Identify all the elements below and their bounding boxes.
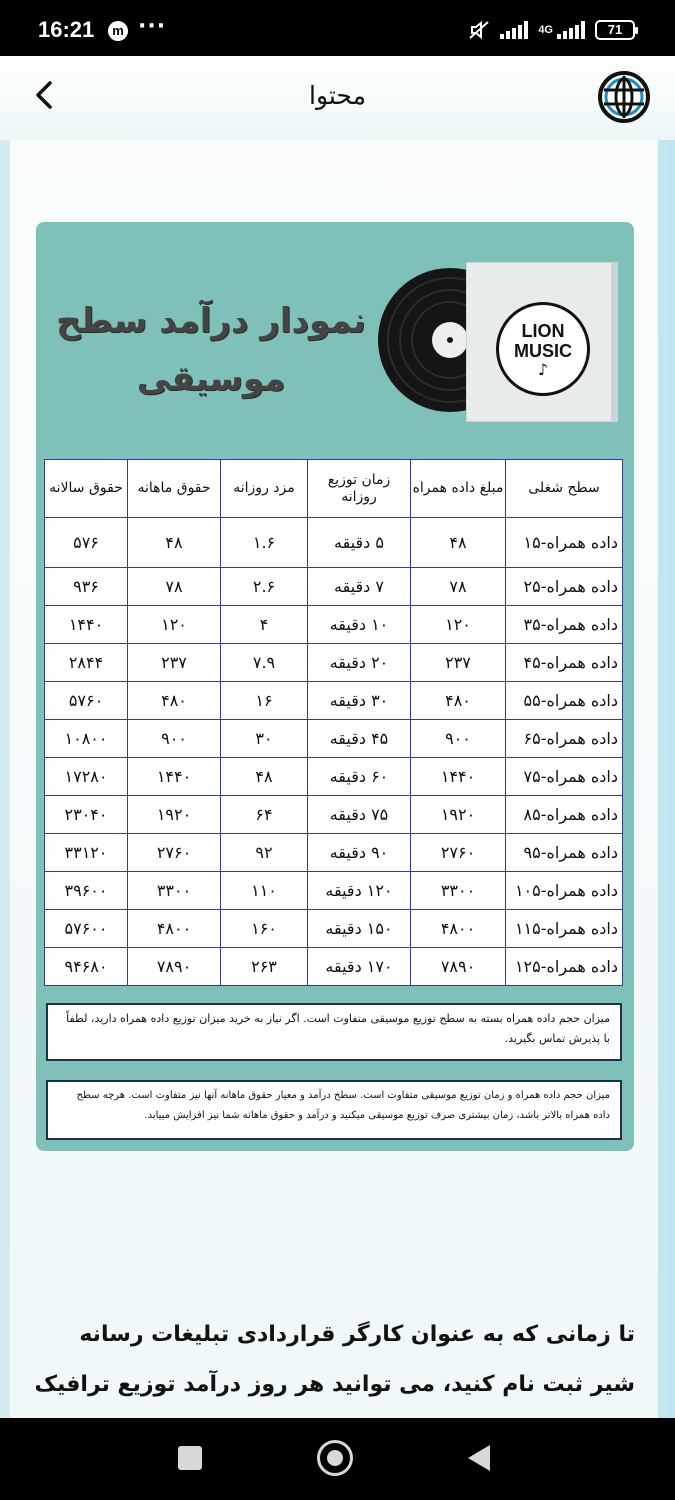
- app-notification-icon: m: [108, 21, 128, 41]
- table-cell: ۶۰ دقیقه: [308, 758, 411, 796]
- table-cell: داده همراه-۸۵: [506, 796, 623, 834]
- table-cell: ۱۰۸۰۰: [45, 720, 128, 758]
- table-cell: ۴۵ دقیقه: [308, 720, 411, 758]
- app-header: [0, 56, 675, 140]
- table-row: [45, 948, 623, 986]
- table-cell: داده همراه-۴۵: [506, 644, 623, 682]
- table-cell: داده همراه-۶۵: [506, 720, 623, 758]
- table-cell: ۶۴: [221, 796, 308, 834]
- logo-line-1: LION: [521, 321, 565, 341]
- table-row: [45, 644, 623, 682]
- table-header-row: [45, 460, 623, 518]
- table-row: [45, 606, 623, 644]
- table-cell: ۳۳۰۰: [128, 872, 221, 910]
- col-header: حقوق سالانه: [45, 460, 128, 518]
- income-table: [44, 459, 623, 986]
- mute-icon: [468, 20, 490, 40]
- table-cell: ۱۶: [221, 682, 308, 720]
- table-cell: ۳۹۶۰۰: [45, 872, 128, 910]
- table-cell: ۱۴۴۰: [411, 758, 506, 796]
- table-cell: داده همراه-۹۵: [506, 834, 623, 872]
- table-row: [45, 720, 623, 758]
- table-cell: ۴: [221, 606, 308, 644]
- back-triangle-icon[interactable]: [468, 1445, 490, 1471]
- table-cell: ۳۳۰۰: [411, 872, 506, 910]
- logo-line-2: MUSIC: [514, 341, 572, 361]
- table-cell: ۱۹۲۰: [411, 796, 506, 834]
- table-cell: داده همراه-۷۵: [506, 758, 623, 796]
- col-header: مزد روزانه: [221, 460, 308, 518]
- table-row: [45, 796, 623, 834]
- table-cell: ۷۸۹۰: [128, 948, 221, 986]
- table-row: [45, 518, 623, 568]
- table-cell: ۹۰ دقیقه: [308, 834, 411, 872]
- table-cell: ۵۷۶۰۰: [45, 910, 128, 948]
- table-cell: داده همراه-۱۲۵: [506, 948, 623, 986]
- note-box-1: میزان حجم داده همراه بسته به سطح توزیع موسیقی متفاوت است. اگر نیاز به خرید میزان توزیع داده همراه دارید، لطفاً با پذیرش تماس بگیرید.: [46, 1003, 622, 1061]
- table-cell: ۱۶۰: [221, 910, 308, 948]
- table-cell: ۱۱۰: [221, 872, 308, 910]
- table-cell: ۴۸۰: [128, 682, 221, 720]
- table-cell: داده همراه-۱۰۵: [506, 872, 623, 910]
- table-cell: ۱۰ دقیقه: [308, 606, 411, 644]
- music-note-icon: ♪: [537, 360, 549, 379]
- recent-apps-icon[interactable]: [178, 1446, 202, 1470]
- music-income-infographic: [36, 222, 634, 1151]
- table-cell: ۱۹۲۰: [128, 796, 221, 834]
- table-row: [45, 568, 623, 606]
- table-cell: ۲۷۶۰: [128, 834, 221, 872]
- table-cell: ۱۵۰ دقیقه: [308, 910, 411, 948]
- table-cell: ۷۵ دقیقه: [308, 796, 411, 834]
- table-cell: ۲۷۶۰: [411, 834, 506, 872]
- infographic-title: نمودار درآمد سطح موسیقی: [56, 301, 366, 399]
- table-cell: داده همراه-۵۵: [506, 682, 623, 720]
- signal-icon-2: [557, 21, 585, 39]
- table-cell: ۱۲۰: [128, 606, 221, 644]
- table-cell: ۴۸۰: [411, 682, 506, 720]
- table-cell: ۱۴۴۰: [128, 758, 221, 796]
- table-cell: ۲۸۴۴: [45, 644, 128, 682]
- table-cell: ۳۳۱۲۰: [45, 834, 128, 872]
- network-type: 4G: [538, 24, 553, 36]
- table-cell: ۱۷۲۸۰: [45, 758, 128, 796]
- table-cell: ۱.۶: [221, 518, 308, 568]
- table-cell: ۴۸: [128, 518, 221, 568]
- clock: 16:21: [38, 17, 95, 42]
- globe-logo-icon[interactable]: [597, 70, 651, 124]
- table-row: [45, 682, 623, 720]
- table-cell: داده همراه-۳۵: [506, 606, 623, 644]
- battery-icon: 71: [595, 20, 635, 40]
- table-cell: ۳۰ دقیقه: [308, 682, 411, 720]
- table-cell: ۳۰: [221, 720, 308, 758]
- table-cell: ۲۶۳: [221, 948, 308, 986]
- note-box-2: میزان حجم داده همراه و زمان توزیع موسیقی متفاوت است. سطح درآمد و معیار حقوق ماهانه آنها نیز متفاوت است. هرچه سطح داده همراه بالاتر باشد، زمان بیشتری صرف توزیع موسیقی میکنید و درآمد و حقوق ماهانه شما نیز افزایش مییابد.: [46, 1080, 622, 1140]
- table-cell: ۵۷۶۰: [45, 682, 128, 720]
- more-notifications-icon: ···: [138, 14, 167, 39]
- article-paragraph: تا زمانی که به عنوان کارگر قراردادی تبلیغات رسانه شیر ثبت نام کنید، می توانید هر روز درآمد توزیع ترافیک: [34, 1322, 635, 1397]
- table-cell: ۱۲۰ دقیقه: [308, 872, 411, 910]
- table-cell: ۲.۶: [221, 568, 308, 606]
- table-cell: ۷۸: [411, 568, 506, 606]
- table-cell: ۷.۹: [221, 644, 308, 682]
- table-cell: ۷ دقیقه: [308, 568, 411, 606]
- table-cell: ۲۳۰۴۰: [45, 796, 128, 834]
- table-cell: ۹۰۰: [411, 720, 506, 758]
- table-cell: داده همراه-۲۵: [506, 568, 623, 606]
- table-row: [45, 834, 623, 872]
- table-cell: ۹۴۶۸۰: [45, 948, 128, 986]
- table-cell: ۲۳۷: [411, 644, 506, 682]
- table-row: [45, 872, 623, 910]
- table-cell: ۷۸۹۰: [411, 948, 506, 986]
- table-cell: ۴۸۰۰: [128, 910, 221, 948]
- col-header: مبلغ داده همراه: [411, 460, 506, 518]
- table-cell: ۱۲۰: [411, 606, 506, 644]
- table-cell: ۱۴۴۰: [45, 606, 128, 644]
- table-cell: داده همراه-۱۵: [506, 518, 623, 568]
- col-header: زمان توزیع روزانه: [308, 460, 411, 518]
- system-nav-bar: [0, 1418, 675, 1500]
- table-cell: داده همراه-۱۱۵: [506, 910, 623, 948]
- table-cell: ۴۸: [221, 758, 308, 796]
- home-icon[interactable]: [317, 1440, 353, 1476]
- status-icons: [468, 18, 635, 42]
- table-cell: ۵ دقیقه: [308, 518, 411, 568]
- table-cell: ۹۰۰: [128, 720, 221, 758]
- lion-music-logo: [496, 302, 590, 396]
- table-row: [45, 758, 623, 796]
- col-header: حقوق ماهانه: [128, 460, 221, 518]
- table-row: [45, 910, 623, 948]
- signal-icon: [500, 21, 528, 39]
- table-cell: ۹۳۶: [45, 568, 128, 606]
- table-cell: ۷۸: [128, 568, 221, 606]
- col-header: سطح شغلی: [506, 460, 623, 518]
- table-cell: ۴۸۰۰: [411, 910, 506, 948]
- table-cell: ۹۲: [221, 834, 308, 872]
- page-title: محتوا: [309, 81, 366, 110]
- table-cell: ۵۷۶: [45, 518, 128, 568]
- table-cell: ۲۰ دقیقه: [308, 644, 411, 682]
- status-bar: [0, 0, 675, 56]
- table-cell: ۲۳۷: [128, 644, 221, 682]
- table-cell: ۱۷۰ دقیقه: [308, 948, 411, 986]
- table-cell: ۴۸: [411, 518, 506, 568]
